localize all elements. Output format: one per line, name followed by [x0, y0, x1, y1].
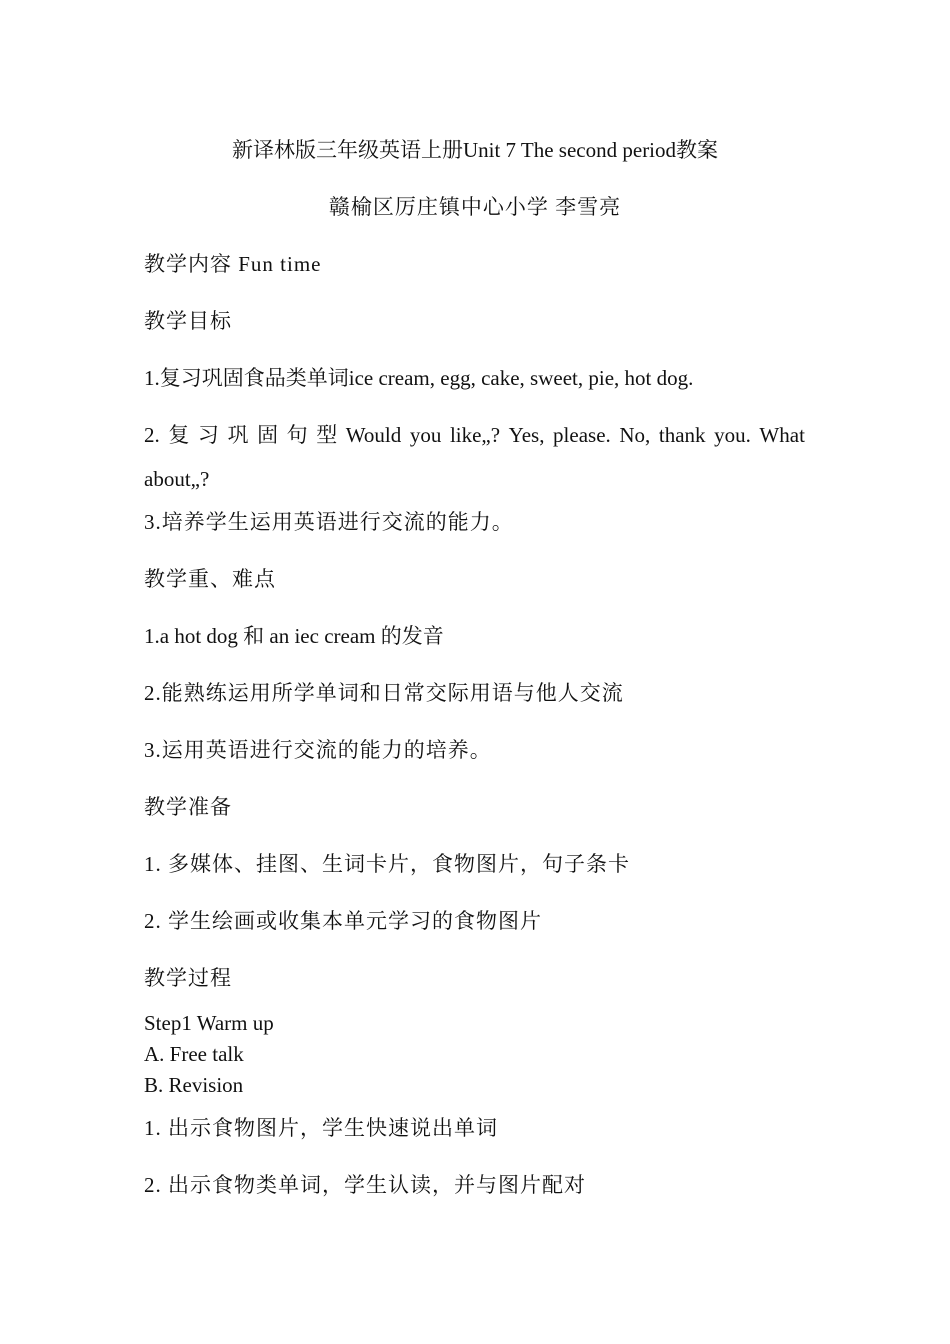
objective-3: 3.培养学生运用英语进行交流的能力。 — [144, 510, 514, 534]
objective-2-word: you — [409, 423, 442, 447]
objective-2-word: No, — [619, 423, 651, 447]
key-points-heading: 教学重、难点 — [144, 567, 276, 591]
objective-2-word: 固 — [257, 423, 279, 447]
objective-2-word: thank — [658, 423, 706, 447]
objective-2-word: 复 — [168, 423, 190, 447]
objective-2-word: 型 — [316, 423, 338, 447]
objective-2-word: please. — [553, 423, 611, 447]
objective-2-word: 2. — [144, 423, 160, 447]
objective-2-word: 句 — [286, 423, 308, 447]
objective-2-word: you. — [714, 423, 751, 447]
objectives-heading: 教学目标 — [144, 309, 232, 333]
revision-item-1: 1. 出示食物图片，学生快速说出单词 — [144, 1116, 498, 1140]
document-title: 新译林版三年级英语上册Unit 7 The second period教案 — [231, 138, 719, 162]
step1-revision: B. Revision — [144, 1073, 244, 1097]
objective-2-word: Would — [345, 423, 402, 447]
objective-2-word: Yes, — [508, 423, 545, 447]
revision-item-2: 2. 出示食物类单词，学生认读，并与图片配对 — [144, 1173, 586, 1197]
key-point-2: 2.能熟练运用所学单词和日常交际用语与他人交流 — [144, 681, 624, 705]
objective-1: 1.复习巩固食品类单词ice cream, egg, cake, sweet, pie, hot dog. — [144, 366, 694, 390]
objective-2-word: like„? — [449, 423, 501, 447]
objective-2-word: 习 — [197, 423, 219, 447]
step1-free-talk: A. Free talk — [144, 1042, 244, 1066]
teaching-content: 教学内容 Fun time — [144, 252, 322, 276]
preparation-2: 2. 学生绘画或收集本单元学习的食物图片 — [144, 909, 542, 933]
key-point-3: 3.运用英语进行交流的能力的培养。 — [144, 738, 492, 762]
process-heading: 教学过程 — [144, 966, 232, 990]
preparation-1: 1. 多媒体、挂图、生词卡片，食物图片，句子条卡 — [144, 852, 630, 876]
objective-2 — [144, 422, 805, 448]
objective-2-continued: about„? — [144, 467, 210, 491]
document-author: 赣榆区厉庄镇中心小学 李雪亮 — [328, 195, 622, 219]
preparation-heading: 教学准备 — [144, 795, 232, 819]
key-point-1: 1.a hot dog 和 an iec cream 的发音 — [144, 624, 444, 648]
objective-2-word: 巩 — [227, 423, 249, 447]
objective-2-word: What — [759, 423, 805, 447]
step1-heading: Step1 Warm up — [144, 1011, 274, 1035]
